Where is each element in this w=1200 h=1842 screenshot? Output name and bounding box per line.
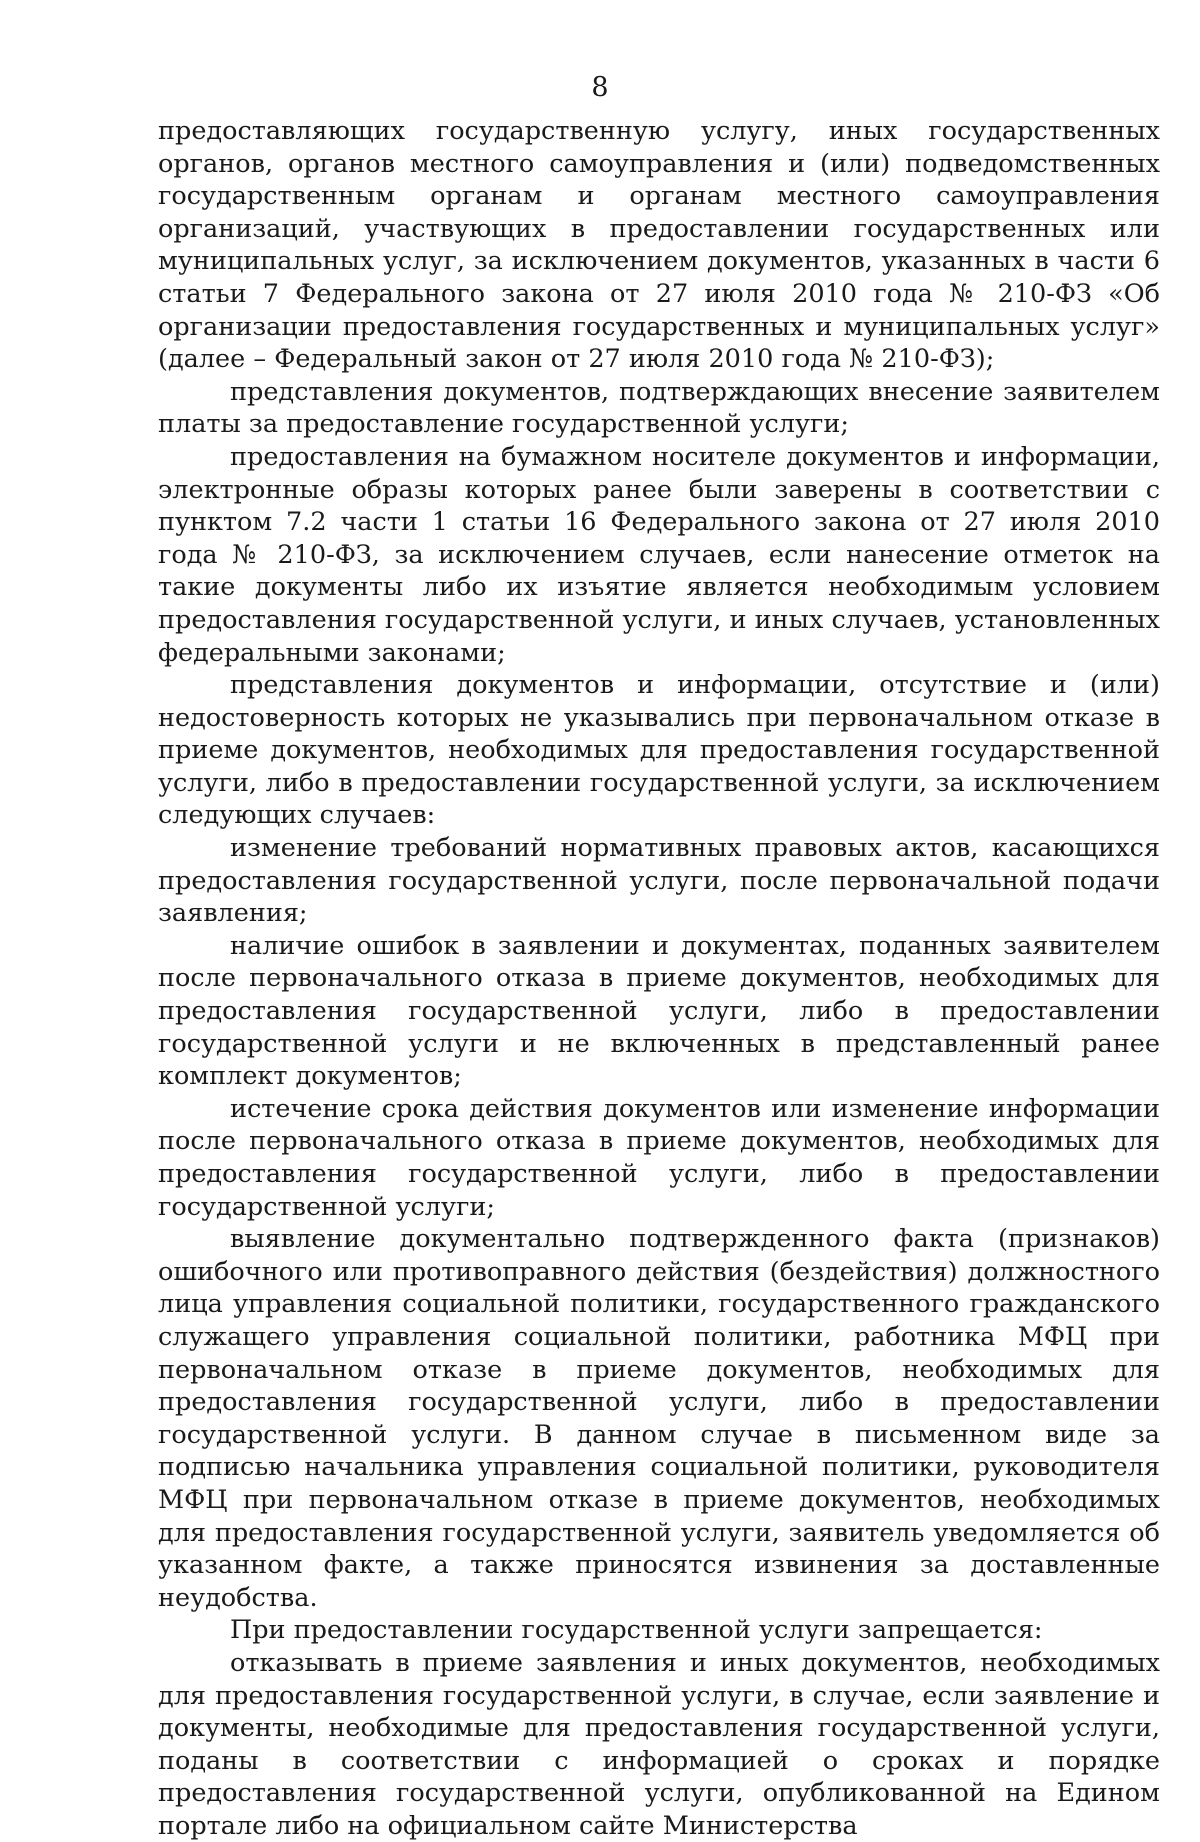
paragraph-2: представления документов, подтверждающих внесение заявителем платы за предоставление государственной услуги; (158, 376, 1160, 440)
paragraph-7: истечение срока действия документов или изменение информации после первоначального отказа в приеме документов, необходимых для предоставления государственной услуги, либо в предоставлении государственной услуги; (158, 1093, 1160, 1222)
document-body (158, 115, 1160, 1842)
paragraph-1: предоставляющих государственную услугу, иных государственных органов, органов местного самоуправления и (или) подведомственных государственным органам и органам местного самоуправления организаций, участвующих в предоставлении государственных или муниципальных услуг, за исключением документов, указанных в части 6 статьи 7 Федерального закона от 27 июля 2010 года № 210-ФЗ «Об организации предоставления государственных и муниципальных услуг» (далее – Федеральный закон от 27 июля 2010 года № 210-ФЗ); (158, 116, 1160, 375)
paragraph-3: предоставления на бумажном носителе документов и информации, электронные образы которых ранее были заверены в соответствии с пунктом 7.2 части 1 статьи 16 Федерального закона от 27 июля 2010 года № 210-ФЗ, за исключением случаев, если нанесение отметок на такие документы либо их изъятие является необходимым условием предоставления государственной услуги, и иных случаев, установленных федеральными законами; (158, 441, 1160, 668)
paragraph-8: выявление документально подтвержденного факта (признаков) ошибочного или противоправного действия (бездействия) должностного лица управления социальной политики, государственного гражданского служащего управления социальной политики, работника МФЦ при первоначальном отказе в приеме документов, необходимых для предоставления государственной услуги, либо в предоставлении государственной услуги. В данном случае в письменном виде за подписью начальника управления социальной политики, руководителя МФЦ при первоначальном отказе в приеме документов, необходимых для предоставления государственной услуги, заявитель уведомляется об указанном факте, а также приносятся извинения за доставленные неудобства. (158, 1224, 1160, 1613)
paragraph-5: изменение требований нормативных правовых актов, касающихся предоставления государственной услуги, после первоначальной подачи заявления; (158, 833, 1160, 929)
paragraph-9: При предоставлении государственной услуги запрещается: (230, 1615, 1043, 1646)
paragraph-6: наличие ошибок в заявлении и документах, поданных заявителем после первоначального отказа в приеме документов, необходимых для предоставления государственной услуги, либо в предоставлении государственной услуги и не включенных в представленный ранее комплект документов; (158, 930, 1160, 1092)
page-number: 8 (591, 72, 609, 103)
paragraph-10: отказывать в приеме заявления и иных документов, необходимых для предоставления государственной услуги, в случае, если заявление и документы, необходимые для предоставления государственной услуги, поданы в соответствии с информацией о сроках и порядке предоставления государственной услуги, опубликованной на Едином портале либо на официальном сайте Министерства (158, 1647, 1160, 1841)
paragraph-4: представления документов и информации, отсутствие и (или) недостоверность которых не указывались при первоначальном отказе в приеме документов, необходимых для предоставления государственной услуги, либо в предоставлении государственной услуги, за исключением следующих случаев: (158, 670, 1160, 831)
